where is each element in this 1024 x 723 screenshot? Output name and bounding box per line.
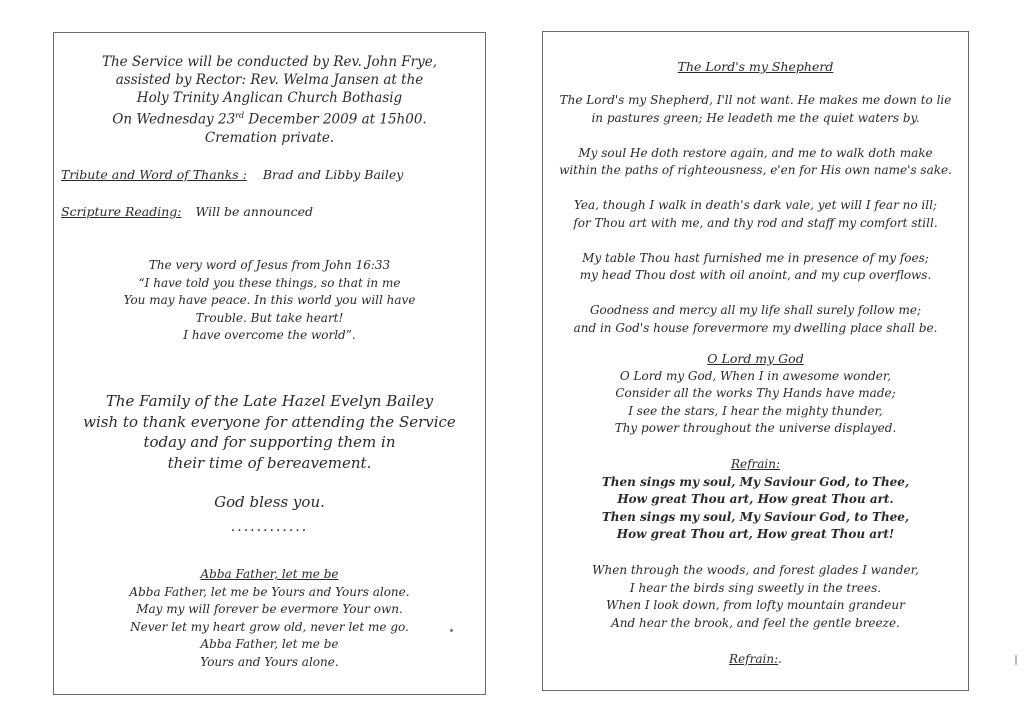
hymn2-verse2 <box>543 562 968 632</box>
refrain-line: Then sings my soul, My Saviour God, to Thee, <box>601 509 910 524</box>
abba-title: Abba Father, let me be <box>200 567 339 581</box>
verse-line: Thy power throughout the universe displayed. <box>614 421 897 435</box>
scripture-value: Will be announced <box>195 204 314 219</box>
blessing-text: God bless you. <box>214 493 325 511</box>
service-line: The Service will be conducted by Rev. John Frye, <box>101 54 438 70</box>
verse-line: Trouble. But take heart! <box>195 310 344 325</box>
verse-line: When through the woods, and forest glades I wander, <box>592 563 919 577</box>
hymn2-verse1 <box>543 350 968 438</box>
dots-text: ............ <box>230 519 309 535</box>
refrain-repeat-punct: . <box>778 652 782 666</box>
scan-edge-mark <box>1015 655 1017 665</box>
service-line: Cremation private. <box>204 129 335 146</box>
abba-father-hymn <box>54 566 485 671</box>
stanza-line: for Thou art with me, and thy rod and staff my comfort still. <box>573 215 938 230</box>
refrain-label: Refrain: <box>730 457 781 471</box>
stanza-line: Yea, though I walk in death's dark vale, yet will I fear no ill; <box>574 198 937 212</box>
verse-line: And hear the brook, and feel the gentle breeze. <box>611 615 900 630</box>
abba-line: May my will forever be evermore Your own. <box>136 602 403 616</box>
right-page-panel <box>542 31 969 691</box>
refrain-repeat <box>543 652 968 666</box>
abba-line: Yours and Yours alone. <box>200 654 339 669</box>
service-date-suffix: December 2009 at 15h00. <box>244 111 427 128</box>
verse-line: I hear the birds sing sweetly in the trees. <box>629 580 882 595</box>
verse-line: You may have peace. In this world you will have <box>123 293 416 307</box>
family-line: their time of bereavement. <box>167 453 372 472</box>
scripture-verse <box>54 257 485 345</box>
left-page-panel <box>53 32 486 695</box>
stanza-line: in pastures green; He leadeth me the quiet waters by. <box>591 110 920 125</box>
verse-line: O Lord my God, When I in awesome wonder, <box>619 368 892 383</box>
family-line: The Family of the Late Hazel Evelyn Bailey <box>105 392 434 410</box>
abba-line: Abba Father, let me be <box>200 637 339 651</box>
stanza-line: within the paths of righteousness, e'en for His own name's sake. <box>559 163 952 177</box>
service-date-sup: rd <box>235 111 245 120</box>
stanza-line: My soul He doth restore again, and me to walk doth make <box>578 145 933 160</box>
refrain-line: How great Thou art, How great Thou art. <box>617 492 894 506</box>
family-line: today and for supporting them in <box>143 433 396 451</box>
stanza-line: The Lord's my Shepherd, I'll not want. He makes me down to lie <box>559 93 952 107</box>
hymn1-title-block <box>543 59 968 74</box>
hymn1-stanza <box>543 250 968 285</box>
verse-line: I see the stars, I hear the mighty thunder, <box>628 403 883 418</box>
hymn2-title: O Lord my God <box>707 351 804 366</box>
hymn1-stanzas <box>543 92 968 355</box>
dots-divider <box>54 519 485 535</box>
refrain-line: Then sings my soul, My Saviour God, to Thee, <box>601 474 910 489</box>
hymn1-stanza <box>543 145 968 180</box>
service-line: assisted by Rector: Rev. Welma Jansen at the <box>115 72 424 88</box>
refrain-line: How great Thou art, How great Thou art! <box>616 527 895 541</box>
abba-line: Abba Father, let me be Yours and Yours alone. <box>129 584 410 599</box>
scripture-label: Scripture Reading: <box>61 204 182 219</box>
hymn1-stanza <box>543 302 968 337</box>
tribute-value: Brad and Libby Bailey <box>262 167 404 182</box>
service-date-line <box>54 107 485 129</box>
verse-line: “I have told you these things, so that in me <box>138 275 401 290</box>
hymn1-title: The Lord's my Shepherd <box>677 59 834 74</box>
verse-line: The very word of Jesus from John 16:33 <box>148 258 391 272</box>
stanza-line: Goodness and mercy all my life shall surely follow me; <box>589 303 922 317</box>
hymn1-stanza <box>543 197 968 232</box>
verse-line: Consider all the works Thy Hands have made; <box>615 386 896 400</box>
stanza-line: My table Thou hast furnished me in presence of my foes; <box>582 250 929 265</box>
tribute-label: Tribute and Word of Thanks : <box>61 167 247 182</box>
stanza-line: my head Thou dost with oil anoint, and my cup overflows. <box>579 268 932 282</box>
service-line: Holy Trinity Anglican Church Bothasig <box>136 90 403 106</box>
family-line: wish to thank everyone for attending the Service <box>83 412 456 431</box>
blessing <box>54 493 485 511</box>
service-details <box>54 53 485 147</box>
stanza-line: and in God's house forevermore my dwelling place shall be. <box>573 320 938 335</box>
hymn1-stanza <box>543 92 968 127</box>
scripture-row <box>61 204 313 219</box>
service-date-prefix: On Wednesday 23 <box>112 111 236 128</box>
tribute-row <box>61 167 403 182</box>
print-speck <box>450 629 453 632</box>
abba-line: Never let my heart grow old, never let me go. <box>130 619 409 634</box>
verse-line: When I look down, from lofty mountain grandeur <box>606 598 905 612</box>
refrain-block <box>543 456 968 544</box>
family-thanks <box>54 391 485 473</box>
verse-line: I have overcome the world”. <box>183 328 356 342</box>
refrain-repeat-line <box>543 652 968 666</box>
refrain-repeat-label: Refrain: <box>729 652 779 666</box>
